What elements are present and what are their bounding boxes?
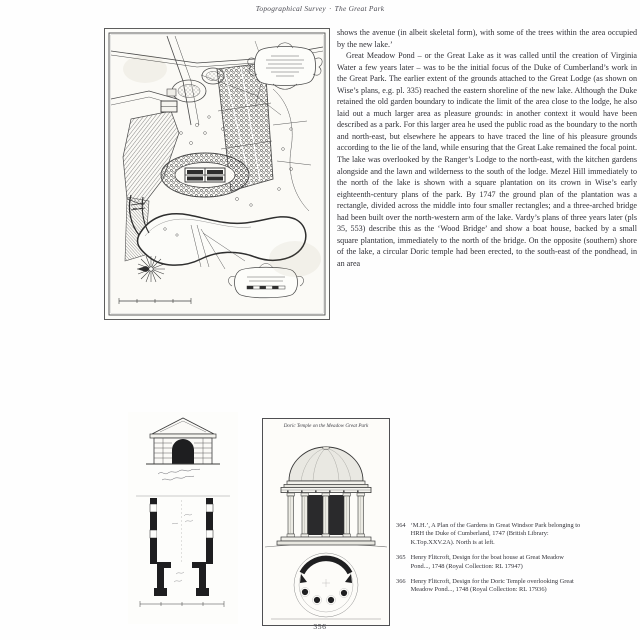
caption-365 [396, 554, 581, 571]
temple-label: Doric Temple on the Meadow Great Park [283, 423, 369, 429]
mezel-hill-plantation [161, 153, 249, 197]
caption-block [396, 522, 581, 602]
map-sheet [105, 29, 329, 319]
paragraph-2: Great Meadow Pond – or the Great Lake as it was called until the creation of Virginia Water a few years later – was to be the initial focus of the Duke of Cumberland’s work in the Great Park. The earlier extent of the grounds attached to the Great Lodge (as shown on Wise’s plans, e.g. pl. 335) reached the eastern shoreline of the new lake. Although the Duke retained the old garden boundary to indicate the limit of the area close to the lodge, he also laid out a much larger area as pleasure grounds: in another context it would have been described as a park. For this larger area he used the public road as the boundary to the north and north-east, but elsewhere he appears to have traced the line of his pleasure grounds according to the lie of the land, while ensuring that the Great Lake remained the focal point. The lake was overlooked by the Ranger’s Lodge to the north-east, with the kitchen gardens alongside and the lawn and wilderness to the south of the lodge. Mezel Hill immediately to the north of the lake is shown with a square plantation on its crown in Wise’s early eighteenth-century plans of the park. By 1747 the ground plan of the plantation was a rectangle, divided across the middle into four smaller rectangles; and a three-arched bridge had been built over the north-western arm of the lake. Vardy’s plans of three years later (pls 35, 553) describe this as the ‘Wood Bridge’ and show a boat house, backed by a small square plantation, immediately to the north of the bridge. On the opposite (southern) shore of the lake, a circular Doric temple had been erected, to the south-east of the pondhead, in an area [337, 51, 637, 268]
figure-364-estate-map [104, 28, 330, 320]
body-text-column [337, 27, 637, 269]
running-head-left: Topographical Survey [255, 4, 326, 13]
caption-364 [396, 522, 581, 547]
running-head-right: The Great Park [334, 4, 385, 13]
caption-365-number: 365 [396, 554, 406, 562]
caption-366-number: 366 [396, 578, 406, 586]
caption-364-number: 364 [396, 522, 406, 529]
running-head [0, 4, 640, 13]
running-head-separator: · [328, 4, 332, 13]
paragraph-1: shows the avenue (in albeit skeletal form), with some of the trees within the area occupied by the new lake.’ [337, 28, 637, 49]
page-number: 356 [313, 622, 327, 631]
caption-365-text: Henry Flitcroft, Design for the boat house at Great Meadow Pond..., 1748 (Royal Collection: RL 17947) [410, 554, 564, 570]
caption-364-text: ‘M.H.’, A Plan of the Gardens in Great Windsor Park belonging to HRH the Duke of Cumberland, 1747 (British Library: K.Top.XXV.2A). North is at left. [410, 522, 581, 546]
map-engraving [105, 29, 329, 319]
caption-366 [396, 578, 581, 595]
caption-366-text: Henry Flitcroft, Design for the Doric Temple overlooking Great Meadow Pond..., 1748 (Royal Collection: RL 17936) [410, 578, 574, 594]
doric-temple-drawing [263, 419, 389, 625]
figure-366-doric-temple [262, 418, 390, 626]
figure-365-boat-house [128, 412, 238, 624]
boat-house-drawing [128, 412, 238, 624]
